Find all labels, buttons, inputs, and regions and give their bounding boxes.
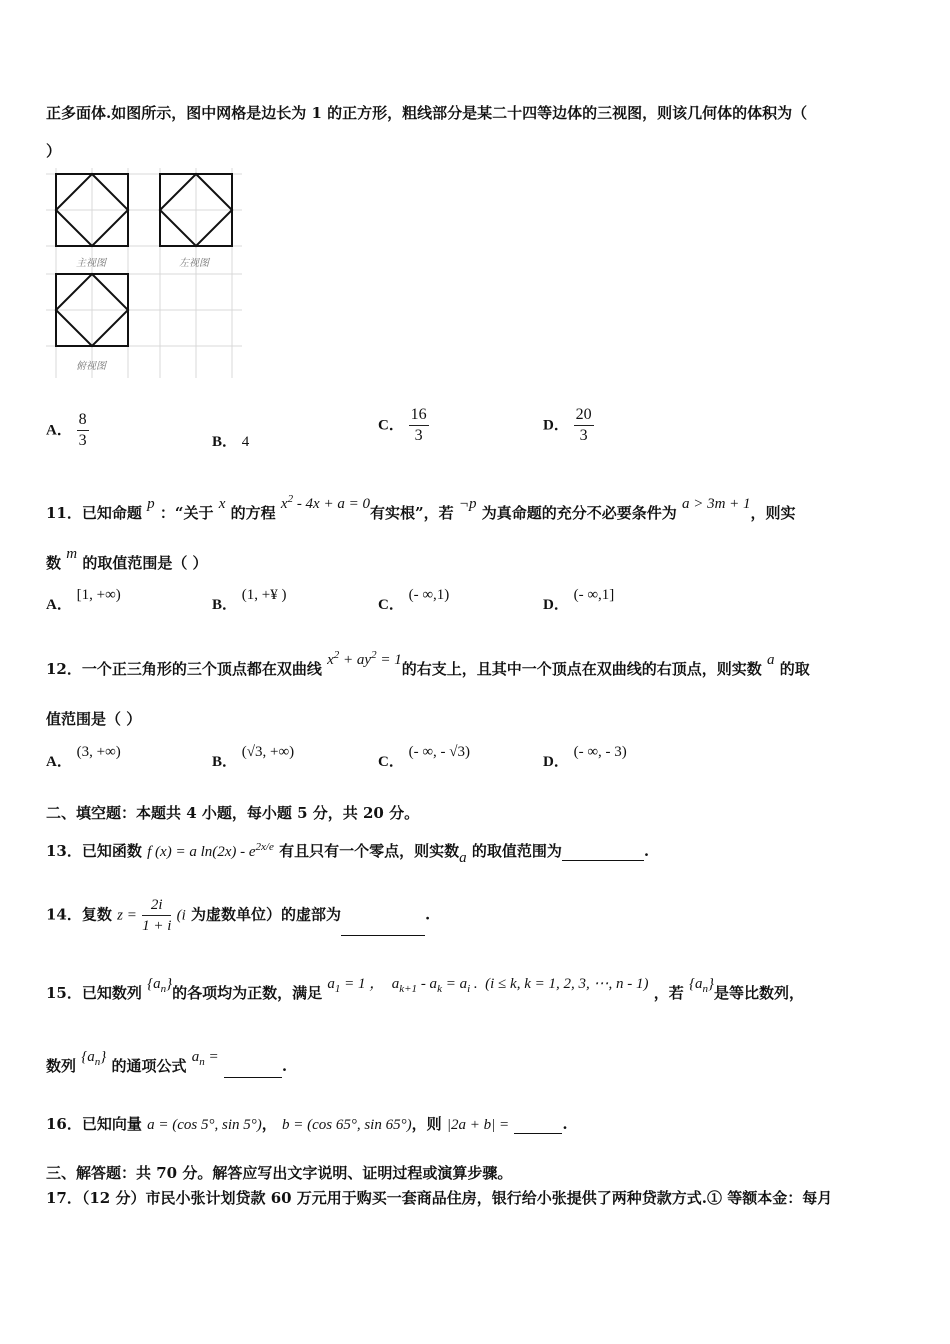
option-label: D． xyxy=(543,417,569,434)
q11-option-a[interactable]: A． [1, +∞) xyxy=(46,587,121,613)
q10-option-c[interactable] xyxy=(378,405,429,446)
answer-blank[interactable] xyxy=(562,860,644,861)
section-2-heading: 二、填空题：本题共 4 小题，每小题 5 分，共 20 分。 xyxy=(46,804,420,822)
q16-stem: 16．已知向量 a = (cos 5°, sin 5°)， b = (cos 65°, sin 65°)，则 |2a + b| = . xyxy=(46,1115,568,1133)
section-3-heading: 三、解答题：共 70 分。解答应写出文字说明、证明过程或演算步骤。 xyxy=(46,1164,513,1182)
q10-option-b[interactable]: B． 4 xyxy=(212,434,250,450)
q11-stem-line1: 11．已知命题 p ：“关于 x 的方程 $x^2 - 4x + a = 0$有实根”，若 ¬p 为真命题的充分不必要条件为 a > 3m + 1，则实 xyxy=(46,493,796,522)
three-view-figure xyxy=(46,168,246,383)
fraction: $\frac{20}{3}$ xyxy=(575,406,592,444)
q11-stem-line2: 数 m 的取值范围是（ ） xyxy=(46,546,208,572)
q11-option-c[interactable]: C． (- ∞,1) xyxy=(378,587,450,613)
q12-stem-line2: 值范围是（ ） xyxy=(46,710,142,728)
q12-option-a[interactable]: A． (3, +∞) xyxy=(46,744,121,770)
q17-stem: 17．（12 分）市民小张计划贷款 60 万元用于购买一套商品住房，银行给小张提供了两种贷款方式.① 等额本金：每月 xyxy=(46,1189,833,1207)
q12-option-d[interactable]: D． (- ∞, - 3) xyxy=(543,744,627,770)
top-view-label: 俯视图 xyxy=(76,361,106,372)
fraction: $\frac{16}{3}$ xyxy=(410,406,427,444)
side-view-label: 左视图 xyxy=(179,258,209,269)
q13-stem: 13．已知函数 f (x) = a $\ln(2x) - e^{2x/e}$ 有且只有一个零点，则实数a 的取值范围为 . xyxy=(46,841,650,866)
q11-option-b[interactable]: B． (1, +¥ ) xyxy=(212,587,287,613)
q11-option-d[interactable]: D． (- ∞,1] xyxy=(543,587,615,613)
q12-stem-line1: 12．一个正三角形的三个顶点都在双曲线 $x^2 + ay^2 = 1$的右支上，且其中一个顶点在双曲线的右顶点，则实数 a 的取 xyxy=(46,649,810,678)
q10-option-a[interactable] xyxy=(46,410,89,451)
q15-stem-line2: 数列 $\{a_n\}$ 的通项公式 $a_n$ = . xyxy=(46,1055,287,1078)
option-label: B． xyxy=(212,434,238,450)
answer-blank[interactable] xyxy=(514,1133,562,1134)
q12-option-c[interactable]: C． (- ∞, - √3) xyxy=(378,744,471,770)
answer-blank[interactable] xyxy=(341,935,425,936)
q10-option-d[interactable] xyxy=(543,405,594,446)
option-label: A． xyxy=(46,422,72,439)
q14-stem: 14．复数 z = $\frac{2i}{1 + i}$ (i 为虚数单位）的虚部为 . xyxy=(46,897,431,934)
q15-stem-line1: 15．已知数列 $\{a_n\}$的各项均为正数，满足 $a_1 = 1$ ， $a_{k+1} - a_k = a_i$ . (i ≤ k, k = 1, 2, 3, ⋯, n - 1) ，若 $\{a_n\}$是等比数列， xyxy=(46,976,804,1002)
answer-blank[interactable] xyxy=(224,1077,282,1078)
option-label: C． xyxy=(378,417,404,434)
q12-option-b[interactable]: B． (√3, +∞) xyxy=(212,744,295,770)
front-view-label: 主视图 xyxy=(76,258,106,269)
q10-stem-line2: ） xyxy=(46,142,62,160)
q10-stem-line1: 正多面体.如图所示，图中网格是边长为 1 的正方形，粗线部分是某二十四等边体的三视图，则该几何体的体积为（ xyxy=(46,104,808,122)
fraction: $\frac{8}{3}$ xyxy=(78,411,87,449)
